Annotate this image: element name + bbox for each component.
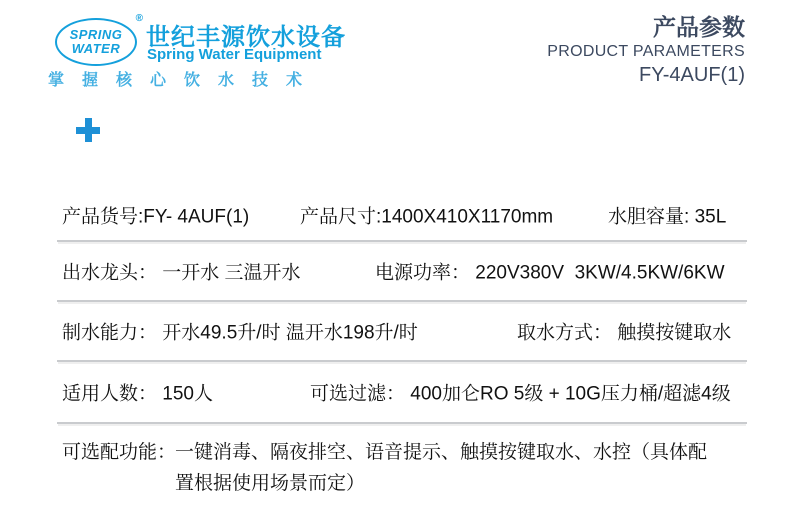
product-model: FY-4AUF(1)	[639, 64, 745, 87]
spec-product-code: 产品货号:FY- 4AUF(1)	[62, 206, 250, 228]
spec-power: 电源功率： 220V380V 3KW/4.5KW/6KW	[375, 262, 725, 284]
spec-optional-features-label: 可选配功能：	[62, 442, 182, 463]
spec-row-faucet-power	[57, 242, 747, 302]
spec-row-optional-features	[57, 424, 747, 514]
page-header	[547, 14, 745, 87]
company-name-en: Spring Water Equipment	[147, 46, 322, 63]
spec-optional-features-text: 一键消毒、隔夜排空、语音提示、触摸按键取水、水控（具体配 置根据使用场景而定）	[175, 442, 708, 494]
spec-product-size: 产品尺寸:1400X410X1170mm	[300, 206, 554, 228]
page-title-en: PRODUCT PARAMETERS	[547, 43, 745, 61]
spec-row-product-code	[57, 190, 747, 242]
spec-row-capacity-dispense	[57, 302, 747, 362]
page-title-cn: 产品参数	[653, 14, 745, 40]
spec-row-users-filter	[57, 362, 747, 424]
spec-tank-capacity: 水胆容量: 35L	[608, 206, 727, 228]
spec-water-making-capacity: 制水能力： 开水49.5升/时 温开水198升/时	[62, 322, 418, 344]
spec-applicable-users: 适用人数： 150人	[62, 383, 213, 405]
spec-table	[57, 190, 747, 514]
spec-dispense-method: 取水方式： 触摸按键取水	[517, 322, 732, 344]
brand-logo	[55, 13, 143, 66]
logo-text-bottom: WATER	[71, 41, 121, 56]
spec-optional-filtration: 可选过滤： 400加仑RO 5级 + 10G压力桶/超滤4级	[310, 383, 731, 405]
plus-icon	[76, 118, 100, 142]
spring-water-logo-icon	[55, 18, 137, 66]
spec-faucet: 出水龙头： 一开水 三温开水	[62, 262, 301, 284]
registered-trademark-icon: ®	[135, 13, 143, 24]
logo-text-top: SPRING	[69, 27, 123, 43]
brand-tagline: 掌握核心饮水技术	[48, 72, 321, 89]
company-name-cn: 世纪丰源饮水设备	[146, 24, 346, 51]
